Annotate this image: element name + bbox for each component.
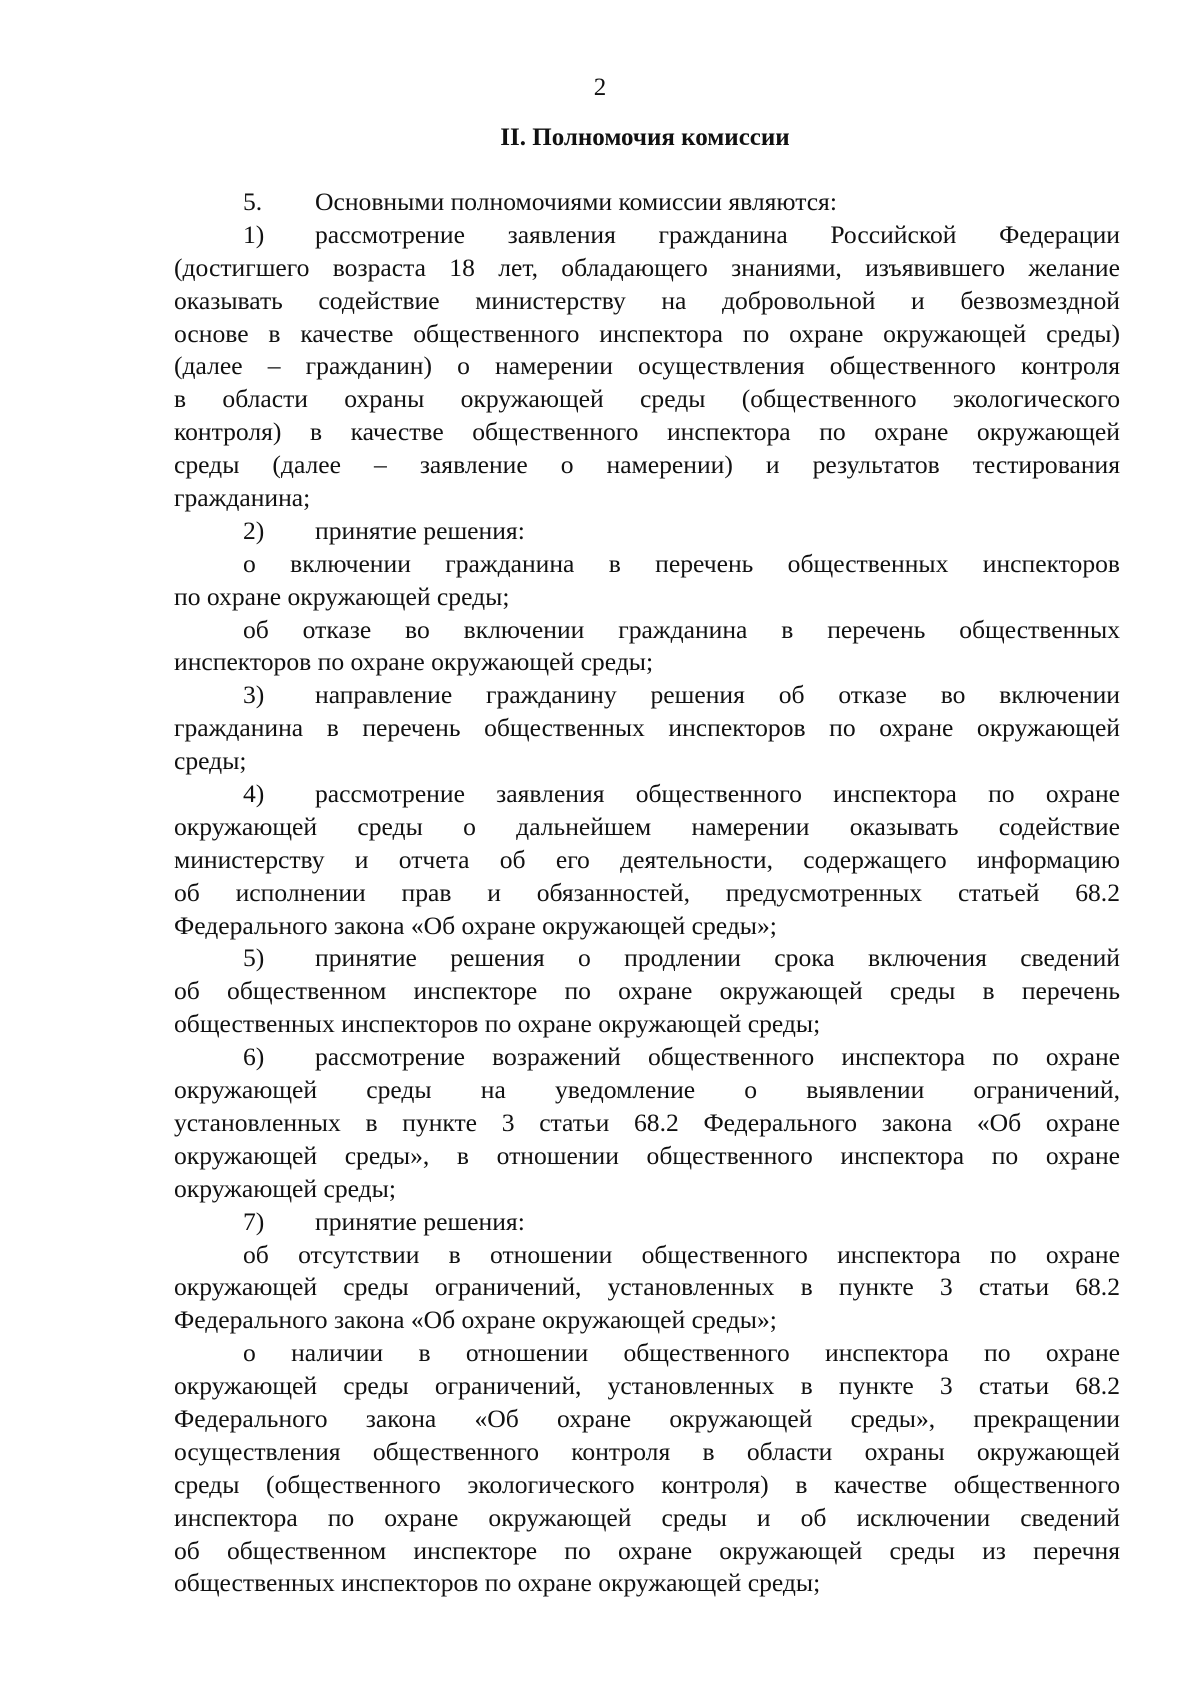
text-line: [174, 1239, 1120, 1272]
line-text: рассмотрение заявления гражданина Российской Федерации: [315, 219, 1120, 249]
text-line: [174, 646, 1120, 679]
line-text: Федерального закона «Об охране окружающей среды»;: [174, 910, 777, 940]
list-marker: 5.: [243, 187, 263, 216]
text-line: [174, 1337, 1120, 1370]
text-line: [174, 515, 1120, 548]
line-text: инспектора по охране окружающей среды и об исключении сведений: [174, 1502, 1120, 1532]
text-line: [174, 1140, 1120, 1173]
line-text: (далее – гражданин) о намерении осуществления общественного контроля: [174, 351, 1120, 381]
list-marker: 5): [243, 943, 265, 973]
text-line: [174, 1403, 1120, 1436]
line-text: оказывать содействие министерству на добровольной и безвозмездной: [174, 285, 1120, 315]
line-text: гражданина в перечень общественных инспекторов по охране окружающей: [174, 713, 1120, 743]
text-line: [174, 1008, 1120, 1041]
text-line: [174, 712, 1120, 745]
text-line: [174, 548, 1120, 581]
text-line: [174, 219, 1120, 252]
line-text: об общественном инспекторе по охране окружающей среды из перечня: [174, 1535, 1120, 1565]
text-line: [174, 383, 1120, 416]
text-line: [174, 449, 1120, 482]
line-text: об отказе во включении гражданина в перечень общественных: [243, 614, 1120, 644]
text-line: [174, 1469, 1120, 1502]
line-text: рассмотрение возражений общественного инспектора по охране: [315, 1042, 1120, 1072]
text-line: [174, 1535, 1120, 1568]
line-text: министерству и отчета об его деятельности, содержащего информацию: [174, 844, 1120, 874]
text-line: [174, 285, 1120, 318]
text-line: [174, 942, 1120, 975]
line-text: Федерального закона «Об охране окружающей среды», прекращении: [174, 1403, 1120, 1433]
text-line: [174, 1567, 1120, 1600]
line-text: принятие решения о продлении срока включения сведений: [315, 943, 1120, 973]
text-line: [174, 1271, 1120, 1304]
line-text: рассмотрение заявления общественного инспектора по охране: [315, 779, 1120, 809]
document-body: [174, 186, 1120, 1600]
line-text: среды;: [174, 746, 247, 776]
line-text: об общественном инспекторе по охране окружающей среды в перечень: [174, 976, 1120, 1006]
line-text: окружающей среды», в отношении общественного инспектора по охране: [174, 1140, 1120, 1170]
list-marker: 4): [243, 779, 265, 809]
line-text: контроля) в качестве общественного инспектора по охране окружающей: [174, 417, 1120, 447]
line-text: общественных инспекторов по охране окружающей среды;: [174, 1009, 821, 1039]
line-text: Основными полномочиями комиссии являются:: [315, 187, 837, 216]
text-line: [174, 1502, 1120, 1535]
line-text: инспекторов по охране окружающей среды;: [174, 647, 654, 677]
text-line: [174, 910, 1120, 943]
list-marker: 2): [243, 515, 265, 545]
text-line: [174, 745, 1120, 778]
text-line: [174, 482, 1120, 515]
line-text: гражданина;: [174, 483, 311, 513]
text-line: [174, 186, 1120, 219]
line-text: в области охраны окружающей среды (общественного экологического: [174, 384, 1120, 414]
line-text: направление гражданину решения об отказе во включении: [315, 680, 1120, 710]
line-text: среды (общественного экологического контроля) в качестве общественного: [174, 1469, 1120, 1499]
line-text: среды (далее – заявление о намерении) и результатов тестирования: [174, 450, 1120, 480]
text-line: [174, 416, 1120, 449]
line-text: окружающей среды ограничений, установленных в пункте 3 статьи 68.2: [174, 1371, 1120, 1401]
line-text: осуществления общественного контроля в области охраны окружающей: [174, 1436, 1120, 1466]
line-text: принятие решения:: [315, 515, 525, 545]
text-line: [174, 318, 1120, 351]
line-text: общественных инспекторов по охране окружающей среды;: [174, 1568, 821, 1598]
line-text: принятие решения:: [315, 1206, 525, 1236]
text-line: [174, 350, 1120, 383]
page-number: 2: [593, 74, 607, 101]
line-text: основе в качестве общественного инспектора по охране окружающей среды): [174, 318, 1120, 348]
text-line: [174, 1370, 1120, 1403]
line-text: окружающей среды ограничений, установленных в пункте 3 статьи 68.2: [174, 1272, 1120, 1302]
section-title: II. Полномочия комиссии: [500, 124, 790, 151]
text-line: [174, 1041, 1120, 1074]
text-line: [174, 679, 1120, 712]
text-line: [174, 844, 1120, 877]
text-line: [174, 1206, 1120, 1239]
text-line: [174, 614, 1120, 647]
text-line: [174, 811, 1120, 844]
line-text: об отсутствии в отношении общественного инспектора по охране: [243, 1239, 1120, 1269]
text-line: [174, 1074, 1120, 1107]
line-text: об исполнении прав и обязанностей, предусмотренных статьей 68.2: [174, 877, 1120, 907]
text-line: [174, 581, 1120, 614]
list-marker: 1): [243, 219, 265, 249]
text-line: [174, 252, 1120, 285]
text-line: [174, 1173, 1120, 1206]
line-text: по охране окружающей среды;: [174, 581, 510, 611]
line-text: окружающей среды;: [174, 1173, 396, 1203]
line-text: (достигшего возраста 18 лет, обладающего знаниями, изъявившего желание: [174, 252, 1120, 282]
list-marker: 3): [243, 680, 265, 710]
text-line: [174, 877, 1120, 910]
line-text: о наличии в отношении общественного инспектора по охране: [243, 1338, 1120, 1368]
list-marker: 6): [243, 1042, 265, 1072]
line-text: Федерального закона «Об охране окружающей среды»;: [174, 1305, 777, 1335]
text-line: [174, 1436, 1120, 1469]
line-text: установленных в пункте 3 статьи 68.2 Федерального закона «Об охране: [174, 1107, 1120, 1137]
line-text: о включении гражданина в перечень общественных инспекторов: [243, 548, 1120, 578]
line-text: окружающей среды о дальнейшем намерении оказывать содействие: [174, 811, 1120, 841]
text-line: [174, 778, 1120, 811]
list-marker: 7): [243, 1206, 265, 1236]
text-line: [174, 1107, 1120, 1140]
line-text: окружающей среды на уведомление о выявлении ограничений,: [174, 1075, 1120, 1105]
text-line: [174, 1304, 1120, 1337]
text-line: [174, 975, 1120, 1008]
